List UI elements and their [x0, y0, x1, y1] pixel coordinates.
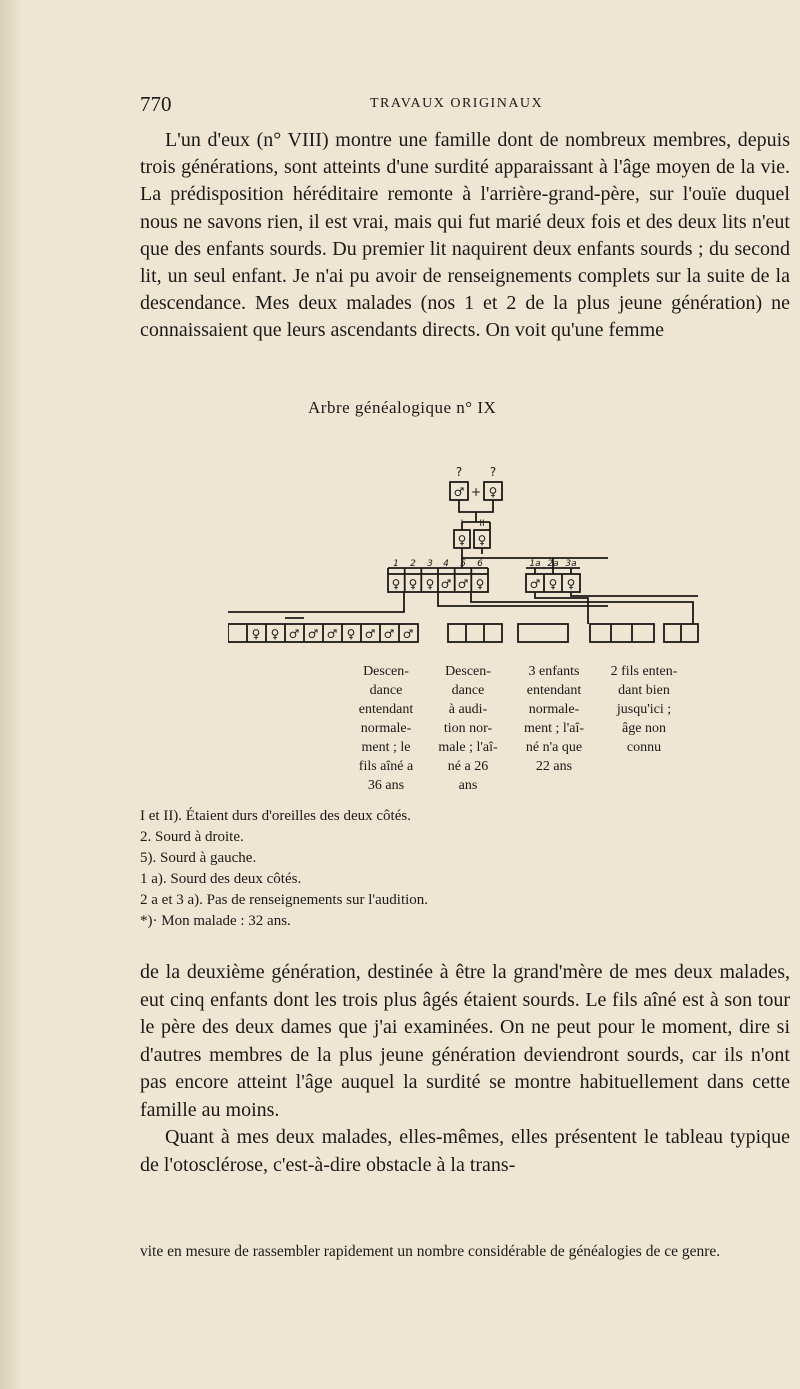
col-line: né a 26 — [447, 759, 489, 774]
branch-description-2 — [430, 662, 506, 795]
col-line: normale- — [360, 721, 412, 736]
plus-sign: + — [470, 485, 482, 499]
branch-description-4 — [604, 662, 684, 757]
col-line: 22 ans — [535, 759, 573, 774]
note-line: 2. Sourd à droite. — [140, 829, 244, 845]
col-line: 3 enfants — [528, 664, 580, 679]
paragraph-2 — [140, 959, 790, 1179]
col-line: tion nor- — [443, 721, 493, 736]
gen1-mark-2: ? — [489, 465, 497, 479]
paragraph-1-text: L'un d'eux (n° VIII) montre une famille dont de nombreux membres, depuis trois générations, sont atteints d'une surdité apparaissant à l'âge moyen de la vie. La prédisposition héréditaire remonte à l'arrière-grand-père, sur l'ouïe duquel nous ne savons rien, il est vrai, mais qui fut marié deux fois et des deux lits n'eut que des enfants sourds. Du premier lit naquirent deux enfants sourds ; du second lit, un seul enfant. Je n'ai pu avoir de renseignements complets sur la suite de la descendance. Mes deux malades (nos 1 et 2 de la plus jeune génération) ne connaissaient que leurs ascendants directs. On voit qu'une femme — [140, 129, 790, 342]
gen3-number: 2 — [410, 559, 416, 569]
male-symbol-icon: ♂ — [307, 627, 319, 641]
figure-notes — [140, 806, 428, 932]
col-line: jusqu'ici ; — [616, 702, 672, 717]
female-symbol-icon: ♀ — [457, 533, 467, 547]
col-line: normale- — [528, 702, 580, 717]
gen3-number: 3a — [565, 559, 577, 569]
gen3-number: 4 — [443, 559, 449, 569]
gen2-label-2: II — [479, 519, 485, 529]
col-line: male ; l'aî- — [438, 740, 498, 755]
male-symbol-icon: ♂ — [453, 485, 465, 499]
col-line: à audi- — [448, 702, 488, 717]
gen3-number: 6 — [477, 559, 483, 569]
paragraph-3-text: Quant à mes deux malades, elles-mêmes, elles présentent le tableau typique de l'otosclérose, c'est-à-dire obstacle à la trans- — [140, 1126, 790, 1176]
figure-caption: Arbre généalogique n° IX — [308, 398, 497, 417]
female-symbol-icon: ♀ — [346, 627, 356, 641]
col-line: entendant — [526, 683, 582, 698]
gen3-number: 3 — [427, 559, 433, 569]
col-line: ment ; le — [361, 740, 411, 755]
male-symbol-icon: ♂ — [326, 627, 338, 641]
note-line: 2 a et 3 a). Pas de renseignements sur l'audition. — [140, 892, 429, 908]
female-symbol-icon: ♀ — [251, 627, 261, 641]
branch-description-3 — [510, 662, 598, 776]
col-line: ment ; l'aî- — [523, 721, 585, 736]
running-title: TRAVAUX ORIGINAUX — [370, 96, 544, 111]
col-line: connu — [626, 740, 662, 755]
gen3-number: 5 — [460, 559, 466, 569]
gen2-label-1: I — [460, 519, 464, 529]
note-line: 5). Sourd à gauche. — [140, 850, 257, 866]
col-line: né n'a que — [525, 740, 583, 755]
gen1-mark-1: ? — [455, 465, 463, 479]
female-symbol-icon: ♀ — [548, 577, 558, 591]
col-line: âge non — [622, 721, 666, 736]
female-symbol-icon: ♀ — [475, 577, 485, 591]
male-symbol-icon: ♂ — [402, 627, 414, 641]
col-line: Descen- — [363, 664, 409, 679]
male-symbol-icon: ♂ — [288, 627, 300, 641]
col-line: Descen- — [445, 664, 491, 679]
female-symbol-icon: ♀ — [477, 533, 487, 547]
note-line: I et II). Étaient durs d'oreilles des deux côtés. — [140, 808, 411, 824]
female-symbol-icon: ♀ — [488, 485, 498, 499]
col-line: dant bien — [618, 683, 670, 698]
female-symbol-icon: ♀ — [270, 627, 280, 641]
gen3-number: 1a — [529, 559, 541, 569]
col-line: entendant — [358, 702, 414, 717]
page-number: 770 — [140, 92, 172, 116]
male-symbol-icon: ♂ — [383, 627, 395, 641]
col-line: fils aîné a — [358, 759, 414, 774]
male-symbol-icon: ♂ — [457, 577, 469, 591]
paragraph-1 — [140, 127, 790, 345]
female-symbol-icon: ♀ — [391, 577, 401, 591]
male-symbol-icon: ♂ — [529, 577, 541, 591]
genealogy-tree — [228, 436, 718, 656]
male-symbol-icon: ♂ — [440, 577, 452, 591]
female-symbol-icon: ♀ — [566, 577, 576, 591]
col-line: 36 ans — [367, 778, 405, 793]
gen3-number: 1 — [393, 559, 399, 569]
paragraph-2-text: de la deuxième génération, destinée à être la grand'mère de mes deux malades, eut cinq enfants dont les trois plus âgés étaient sourds. Le fils aîné est à son tour le père des deux dames que j'ai examinées. On ne peut pour le moment, dire si d'autres membres de la plus jeune génération deviendront sourds, car ils n'ont pas encore atteint l'âge auquel la surdité se montre habituellement dans cette famille au moins. — [140, 961, 790, 1121]
gen3-number: 2a — [547, 559, 559, 569]
female-symbol-icon: ♀ — [408, 577, 418, 591]
col-line: dance — [369, 683, 403, 698]
col-line: 2 fils enten- — [610, 664, 678, 679]
note-line: *)· Mon malade : 32 ans. — [140, 913, 291, 929]
branch-description-1 — [350, 662, 422, 795]
page-edge-shadow — [0, 0, 22, 1389]
male-symbol-icon: ♂ — [364, 627, 376, 641]
col-line: dance — [451, 683, 485, 698]
note-line: 1 a). Sourd des deux côtés. — [140, 871, 302, 887]
female-symbol-icon: ♀ — [425, 577, 435, 591]
footnote — [140, 1240, 790, 1264]
footnote-text: vite en mesure de rassembler rapidement un nombre considérable de généalogies de ce genre. — [140, 1243, 721, 1260]
col-line: ans — [458, 778, 478, 793]
